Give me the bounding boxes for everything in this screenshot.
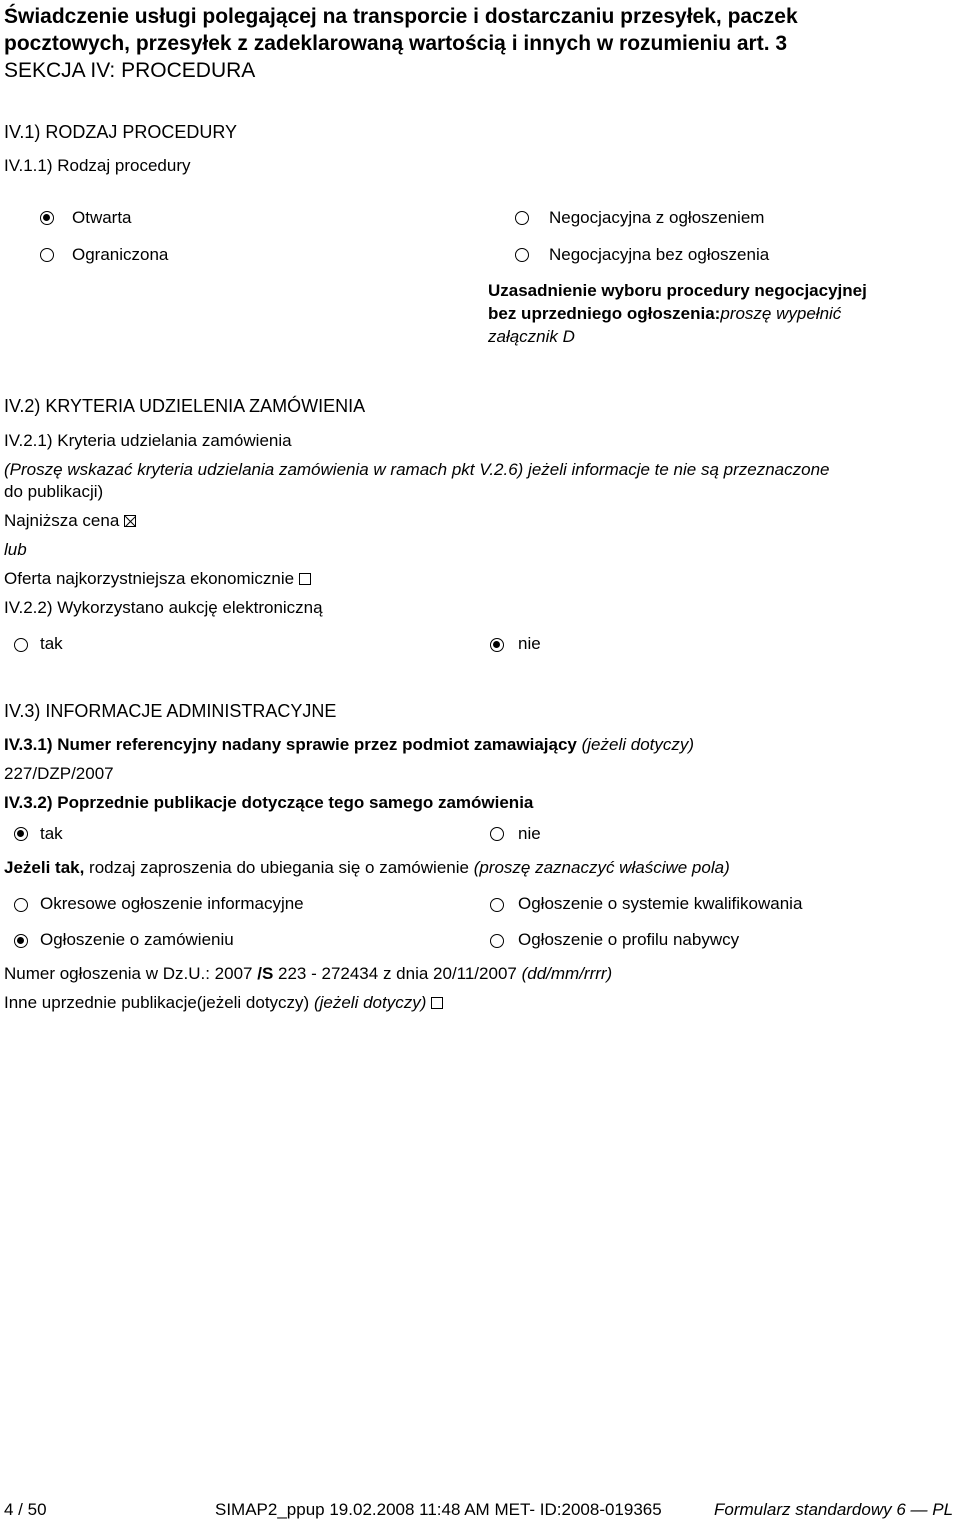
- label-okresowe: Okresowe ogłoszenie informacyjne: [40, 894, 304, 913]
- other-italic: (jeżeli dotyczy): [313, 993, 427, 1012]
- label-auction-tak: tak: [40, 634, 63, 653]
- label-prev-nie: nie: [518, 824, 541, 843]
- radio-prev-nie[interactable]: [490, 827, 504, 841]
- radio-negocjacyjna-z[interactable]: [515, 211, 529, 225]
- iv3-sub1: [4, 735, 694, 755]
- iv3-sub1-bold: IV.3.1) Numer referencyjny nadany sprawie przez podmiot zamawiający: [4, 735, 577, 754]
- iv3-heading: IV.3) INFORMACJE ADMINISTRACYJNE: [4, 701, 337, 721]
- if-yes-italic: (proszę zaznaczyć właściwe pola): [473, 858, 730, 877]
- economic-label: Oferta najkorzystniejsza ekonomicznie: [4, 569, 295, 588]
- radio-ograniczona[interactable]: [40, 248, 54, 262]
- radio-prev-tak[interactable]: [14, 827, 28, 841]
- section-title: SEKCJA IV: PROCEDURA: [4, 59, 256, 82]
- notice-number-line: [4, 964, 612, 984]
- label-system-kwalifikowania: Ogłoszenie o systemie kwalifikowania: [518, 894, 803, 913]
- lowest-price-label: Najniższa cena: [4, 511, 120, 530]
- iv2-sub2: IV.2.2) Wykorzystano aukcję elektroniczną: [4, 598, 323, 617]
- radio-ogloszenie-o-zamowieniu[interactable]: [14, 934, 28, 948]
- iv2-heading: IV.2) KRYTERIA UDZIELENIA ZAMÓWIENIA: [4, 396, 366, 416]
- label-ogloszenie-o-zamowieniu: Ogłoszenie o zamówieniu: [40, 930, 234, 949]
- if-yes-line: [4, 858, 730, 878]
- if-yes-text: rodzaj zaproszenia do ubiegania się o zamówienie: [84, 858, 474, 877]
- label-otwarta: Otwarta: [72, 208, 132, 227]
- radio-system-kwalifikowania[interactable]: [490, 898, 504, 912]
- or-label: lub: [4, 540, 27, 559]
- label-prev-tak: tak: [40, 824, 63, 843]
- radio-auction-tak[interactable]: [14, 638, 28, 652]
- iv2-instruction-line1: (Proszę wskazać kryteria udzielania zamówienia w ramach pkt V.2.6) jeżeli informacje te nie są przeznaczone: [4, 460, 830, 479]
- other-text: Inne uprzednie publikacje(jeżeli dotyczy): [4, 993, 314, 1012]
- radio-auction-nie[interactable]: [490, 638, 504, 652]
- radio-negocjacyjna-bez[interactable]: [515, 248, 529, 262]
- iv3-sub2: IV.3.2) Poprzednie publikacje dotyczące tego samego zamówienia: [4, 793, 534, 812]
- iv2-instruction-line2: do publikacji): [4, 482, 104, 501]
- label-ograniczona: Ograniczona: [72, 245, 169, 264]
- document-id: SIMAP2_ppup 19.02.2008 11:48 AM MET- ID:2008-019365: [215, 1500, 662, 1519]
- radio-otwarta[interactable]: [40, 211, 54, 225]
- justification-line2: [488, 304, 841, 324]
- justification-line3: załącznik D: [488, 327, 575, 346]
- label-profil-nabywcy: Ogłoszenie o profilu nabywcy: [518, 930, 740, 949]
- notice-format: (dd/mm/rrrr): [521, 964, 613, 983]
- form-name: Formularz standardowy 6 — PL: [714, 1500, 954, 1519]
- justification-line1: Uzasadnienie wyboru procedury negocjacyjnej: [488, 281, 867, 300]
- label-negocjacyjna-z: Negocjacyjna z ogłoszeniem: [549, 208, 765, 227]
- label-negocjacyjna-bez: Negocjacyjna bez ogłoszenia: [549, 245, 770, 264]
- iv2-sub1: IV.2.1) Kryteria udzielania zamówienia: [4, 431, 292, 450]
- notice-date: z dnia 20/11/2007: [378, 964, 522, 983]
- justification-bold: bez uprzedniego ogłoszenia:: [488, 304, 721, 323]
- lowest-price-checkbox[interactable]: [124, 515, 136, 527]
- document-title-line2: pocztowych, przesyłek z zadeklarowaną wartością i innych w rozumieniu art. 3: [4, 32, 788, 55]
- justification-italic: proszę wypełnić: [720, 304, 842, 323]
- economic-row: [4, 569, 311, 589]
- other-checkbox[interactable]: [431, 997, 443, 1009]
- lowest-price-row: [4, 511, 136, 531]
- economic-checkbox[interactable]: [299, 573, 311, 585]
- iv1-heading: IV.1) RODZAJ PROCEDURY: [4, 122, 238, 142]
- document-title-line1: Świadczenie usługi polegającej na transporcie i dostarczaniu przesyłek, paczek: [4, 5, 798, 28]
- radio-profil-nabywcy[interactable]: [490, 934, 504, 948]
- notice-prefix: Numer ogłoszenia w Dz.U.: 2007: [4, 964, 258, 983]
- label-auction-nie: nie: [518, 634, 541, 653]
- iv1-sub: IV.1.1) Rodzaj procedury: [4, 156, 191, 175]
- notice-s: /S: [257, 964, 274, 983]
- ref-number: 227/DZP/2007: [4, 764, 114, 783]
- page-number: 4 / 50: [4, 1500, 47, 1519]
- other-publications-line: [4, 993, 443, 1013]
- if-yes-bold: Jeżeli tak,: [4, 858, 85, 877]
- radio-okresowe[interactable]: [14, 898, 28, 912]
- notice-num: 223 - 272434: [273, 964, 379, 983]
- iv3-sub1-italic: (jeżeli dotyczy): [581, 735, 695, 754]
